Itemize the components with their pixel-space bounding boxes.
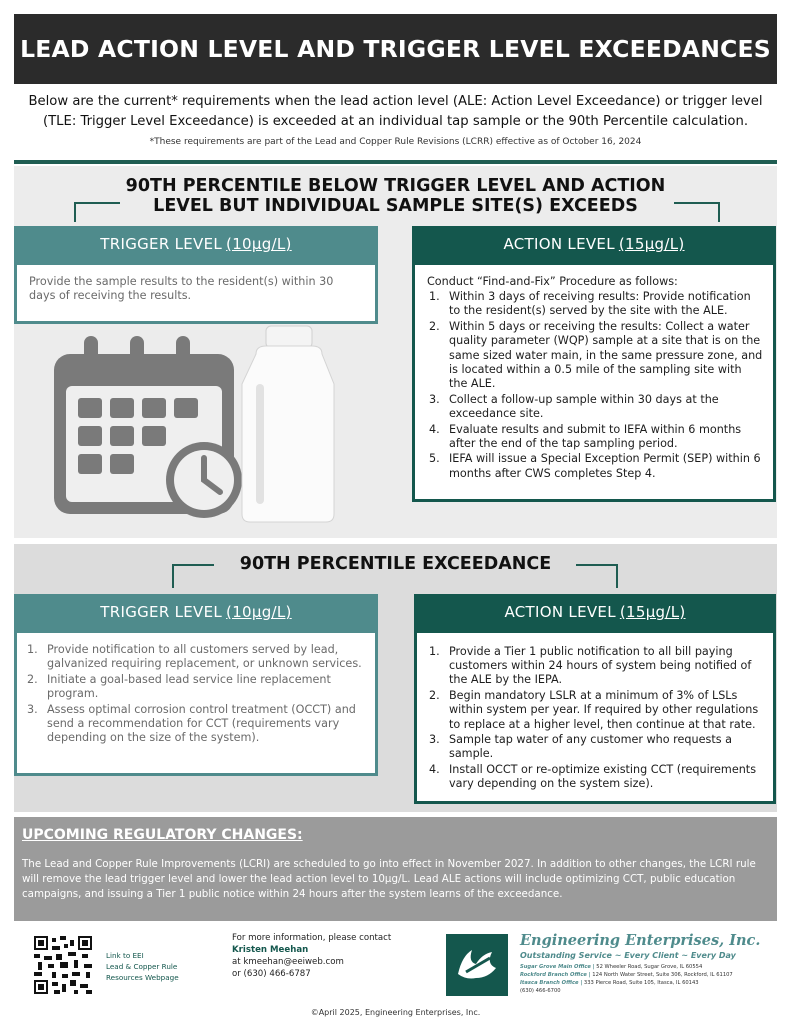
list-item: Initiate a goal-based lead service line replacement program.: [47, 672, 331, 701]
office-address: 333 Pierce Road, Suite 105, Itasca, IL 60143: [583, 980, 699, 986]
find-and-fix-list: [427, 290, 763, 481]
action-level-box: [412, 262, 776, 502]
trigger-level-box: [14, 630, 378, 776]
list-item: Sample tap water of any customer who requests a sample.: [449, 733, 732, 761]
office-address: 52 Wheeler Road, Sugar Grove, IL 60554: [596, 964, 703, 970]
trigger-level-text: Provide the sample results to the resident(s) within 30 days of receiving the results.: [29, 275, 334, 303]
section-individual-exceedance: [14, 166, 777, 538]
qr-label-line: Resources Webpage: [106, 973, 179, 982]
section1-title-line1: 90TH PERCENTILE BELOW TRIGGER LEVEL AND ACTION: [125, 176, 666, 196]
trigger-level-unit: (10μg/L): [226, 235, 292, 253]
intro-text: Below are the current* requirements when the lead action level (ALE: Action Level Exceedance) or trigger level (TLE: Trigger Level Exceedance) is exceeded at an individual tap sample or the 90th Percentile calculation.: [28, 94, 763, 129]
action-level-header: [412, 226, 776, 262]
upcoming-changes-text: The Lead and Copper Rule Improvements (LCRI) are scheduled to go into effect in November 2027. In addition to other changes, the LCRI rule will remove the lead trigger level and lower the lead action level to 10μg/L. Lead ALE actions will include optimizing CCT, public education campaigns, and issuing a Tier 1 public notice within 24 hours after the system learns of the exceedance.: [22, 858, 756, 900]
contact-name: Kristen Meehan: [232, 945, 309, 955]
title-bracket-left: [74, 202, 120, 222]
office-name: Sugar Grove Main Office |: [520, 964, 595, 970]
company-name: Engineering Enterprises, Inc.: [520, 932, 761, 949]
contact-phone: or (630) 466-6787: [232, 969, 311, 979]
trigger-level-unit: (10μg/L): [226, 603, 292, 621]
trigger-actions-list: [25, 643, 365, 745]
list-item: Evaluate results and submit to IEFA within 6 months after the end of the tap sampling period.: [449, 422, 742, 450]
qr-code[interactable]: [34, 936, 92, 994]
company-tagline: Outstanding Service ~ Every Client ~ Every Day: [520, 951, 736, 960]
intro-footnote: *These requirements are part of the Lead and Copper Rule Revisions (LCRR) effective as of October 16, 2024: [149, 137, 642, 147]
trigger-level-header: [14, 594, 378, 630]
office-address: 124 North Water Street, Suite 306, Rockford, IL 61107: [592, 972, 733, 978]
list-item: IEFA will issue a Special Exception Permit (SEP) within 6 months after CWS completes Step 4.: [449, 452, 761, 480]
action-steps-list: [427, 645, 763, 792]
qr-label-line: Lead & Copper Rule: [106, 962, 178, 971]
calendar-bottle-illustration: [44, 324, 354, 524]
action-level-label: ACTION LEVEL: [503, 235, 615, 253]
list-item: Provide notification to all customers served by lead, galvanized requiring replacement, or unknown services.: [47, 643, 362, 671]
contact-info: [232, 932, 391, 980]
list-item: Collect a follow-up sample within 30 days at the exceedance site.: [449, 392, 719, 420]
upcoming-changes-title: UPCOMING REGULATORY CHANGES:: [22, 827, 303, 843]
contact-intro: For more information, please contact: [232, 933, 392, 943]
trigger-level-box: [14, 262, 378, 324]
footer: [0, 928, 791, 1024]
qr-label-line: Link to EEI: [106, 951, 144, 960]
contact-email[interactable]: at kmeehan@eeiweb.com: [232, 957, 344, 967]
office-list: [520, 963, 733, 995]
list-item: Provide a Tier 1 public notification to all bill paying customers within 24 hours of system being notified of the ALE by the IEPA.: [449, 645, 752, 687]
section2-title: 90TH PERCENTILE EXCEEDANCE: [239, 554, 552, 574]
copyright: ©April 2025, Engineering Enterprises, Inc.: [310, 1008, 481, 1017]
action-level-header: [414, 594, 776, 630]
action-level-label: ACTION LEVEL: [504, 603, 616, 621]
section1-title-line2: LEVEL BUT INDIVIDUAL SAMPLE SITE(S) EXCEEDS: [153, 196, 638, 216]
sample-bottle-icon: [242, 326, 334, 522]
title-bracket-right: [674, 202, 720, 222]
list-item: Assess optimal corrosion control treatment (OCCT) and send a recommendation for CCT (requirements vary depending on the size of the system).: [47, 702, 356, 745]
list-item: Begin mandatory LSLR at a minimum of 3% of LSLs within system per year. If required by other regulations to replace at a higher level, then continue at that rate.: [449, 689, 759, 731]
office-phone: (630) 466-6700: [520, 988, 561, 994]
trigger-level-header: [14, 226, 378, 262]
action-level-unit: (15μg/L): [619, 603, 686, 621]
office-name: Rockford Branch Office |: [520, 972, 591, 978]
trigger-level-label: TRIGGER LEVEL: [100, 235, 223, 253]
find-and-fix-intro: Conduct “Find-and-Fix” Procedure as follows:: [427, 275, 678, 288]
list-item: Install OCCT or re-optimize existing CCT (requirements vary depending on the system size).: [449, 763, 757, 791]
list-item: Within 3 days of receiving results: Provide notification to the resident(s) served by the site with the ALE.: [449, 290, 751, 318]
eei-logo-icon: [446, 934, 508, 996]
action-level-box: [414, 630, 776, 804]
office-line: [520, 971, 733, 979]
page-title: LEAD ACTION LEVEL AND TRIGGER LEVEL EXCEEDANCES: [14, 14, 777, 84]
office-name: Itasca Branch Office |: [520, 980, 583, 986]
section-90th-percentile-exceedance: [14, 544, 777, 812]
divider: [14, 160, 777, 164]
title-bracket-right: [576, 564, 618, 588]
action-level-unit: (15μg/L): [618, 235, 685, 253]
calendar-icon: [54, 336, 242, 518]
title-bracket-left: [172, 564, 214, 588]
office-line: [520, 963, 733, 971]
qr-link-label[interactable]: [106, 950, 179, 983]
trigger-level-label: TRIGGER LEVEL: [100, 603, 223, 621]
upcoming-changes-panel: [14, 817, 777, 921]
list-item: Within 5 days or receiving the results: Collect a water quality parameter (WQP) sample at a site that is on the same sized water main, in the same pressure zone, and is located within a 0.5 mile of the sampling site with the ALE.: [449, 320, 763, 390]
office-line: [520, 979, 733, 987]
